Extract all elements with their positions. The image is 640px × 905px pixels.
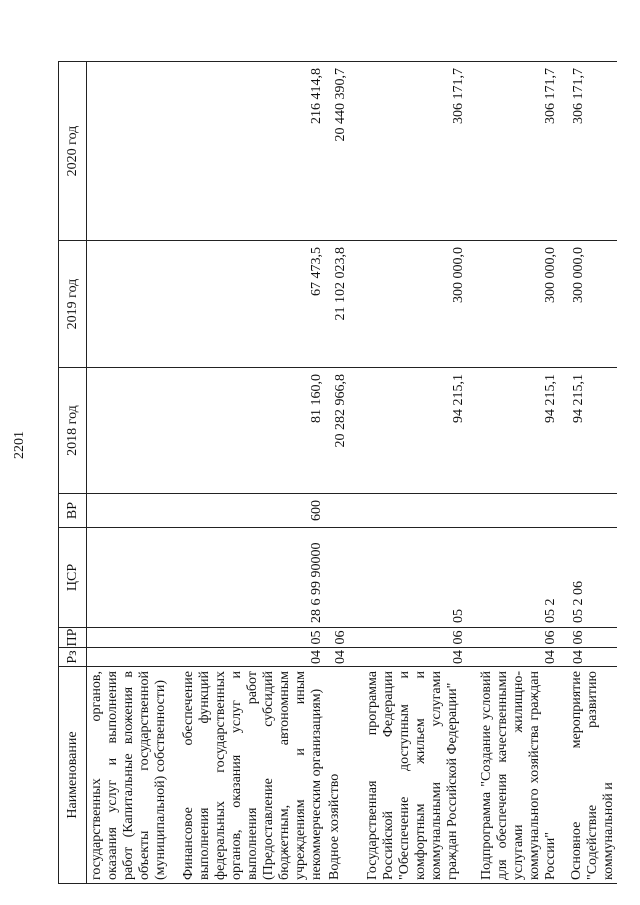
table-row xyxy=(349,62,467,884)
row-2020: 306 171,7 xyxy=(559,62,617,241)
header-name: Наименование xyxy=(59,667,87,884)
row-2018: 94 215,1 xyxy=(467,368,559,494)
header-vr: ВР xyxy=(59,494,87,528)
header-2018: 2018 год xyxy=(59,368,87,494)
row-rz: 04 xyxy=(325,648,349,667)
row-name: государственных органов, оказания услуг и выполнения работ (Капитальные вложения в объекты государственной (муниципальной) собственности) xyxy=(87,667,170,884)
header-pr: ПР xyxy=(59,628,87,648)
row-csr: 05 xyxy=(349,528,467,628)
row-csr xyxy=(87,528,170,628)
row-2019: 21 102 023,8 xyxy=(325,241,349,368)
row-csr: 05 2 xyxy=(467,528,559,628)
row-2019: 67 473,5 xyxy=(169,241,325,368)
row-pr: 06 xyxy=(467,628,559,648)
header-csr: ЦСР xyxy=(59,528,87,628)
row-rz: 04 xyxy=(349,648,467,667)
table-row xyxy=(169,62,325,884)
row-name: Финансовое обеспечение выполнения функций федеральных государственных органов, оказания услуг и выполнения работ (Предоставление субсидий бюджетным, автономным учреждениям и иным некоммерческим организациям) xyxy=(169,667,325,884)
header-2019: 2019 год xyxy=(59,241,87,368)
row-name: Водное хозяйство xyxy=(325,667,349,884)
row-vr: 600 xyxy=(169,494,325,528)
row-2019 xyxy=(87,241,170,368)
row-2018: 20 282 966,8 xyxy=(325,368,349,494)
row-name: Подпрограмма "Создание условий для обеспечения качественными услугами жилищно-коммунального хозяйства граждан России" xyxy=(467,667,559,884)
budget-table xyxy=(58,61,617,884)
rotated-page xyxy=(58,62,616,884)
row-rz: 04 xyxy=(169,648,325,667)
table-row xyxy=(559,62,617,884)
table-row xyxy=(325,62,349,884)
row-2018: 94 215,1 xyxy=(559,368,617,494)
row-2018 xyxy=(87,368,170,494)
budget-table-sheet xyxy=(58,62,616,884)
table-header-row xyxy=(59,62,87,884)
row-pr: 06 xyxy=(325,628,349,648)
row-2019: 300 000,0 xyxy=(467,241,559,368)
table-row xyxy=(87,62,170,884)
row-vr xyxy=(349,494,467,528)
row-vr xyxy=(87,494,170,528)
row-name: Государственная программа Российской Федерации "Обеспечение доступным и комфортным жильем и коммунальными услугами граждан Российской Федерации" xyxy=(349,667,467,884)
row-pr: 05 xyxy=(169,628,325,648)
page-number-container xyxy=(0,430,40,460)
row-vr xyxy=(467,494,559,528)
row-vr xyxy=(325,494,349,528)
row-2019: 300 000,0 xyxy=(349,241,467,368)
row-2018: 94 215,1 xyxy=(349,368,467,494)
row-name: Основное мероприятие "Содействие развитию коммунальной и xyxy=(559,667,617,884)
header-rz: Рз xyxy=(59,648,87,667)
row-rz: 04 xyxy=(559,648,617,667)
row-2020: 306 171,7 xyxy=(349,62,467,241)
table-row xyxy=(467,62,559,884)
row-2020: 216 414,8 xyxy=(169,62,325,241)
row-csr: 28 6 99 90000 xyxy=(169,528,325,628)
row-csr: 05 2 06 xyxy=(559,528,617,628)
row-csr xyxy=(325,528,349,628)
row-2020 xyxy=(87,62,170,241)
row-vr xyxy=(559,494,617,528)
row-pr xyxy=(87,628,170,648)
row-2020: 20 440 390,7 xyxy=(325,62,349,241)
row-2020: 306 171,7 xyxy=(467,62,559,241)
header-2020: 2020 год xyxy=(59,62,87,241)
row-2019: 300 000,0 xyxy=(559,241,617,368)
row-rz: 04 xyxy=(467,648,559,667)
row-pr: 06 xyxy=(349,628,467,648)
row-pr: 06 xyxy=(559,628,617,648)
row-2018: 81 160,0 xyxy=(169,368,325,494)
row-rz xyxy=(87,648,170,667)
page-number: 2201 xyxy=(12,431,27,459)
